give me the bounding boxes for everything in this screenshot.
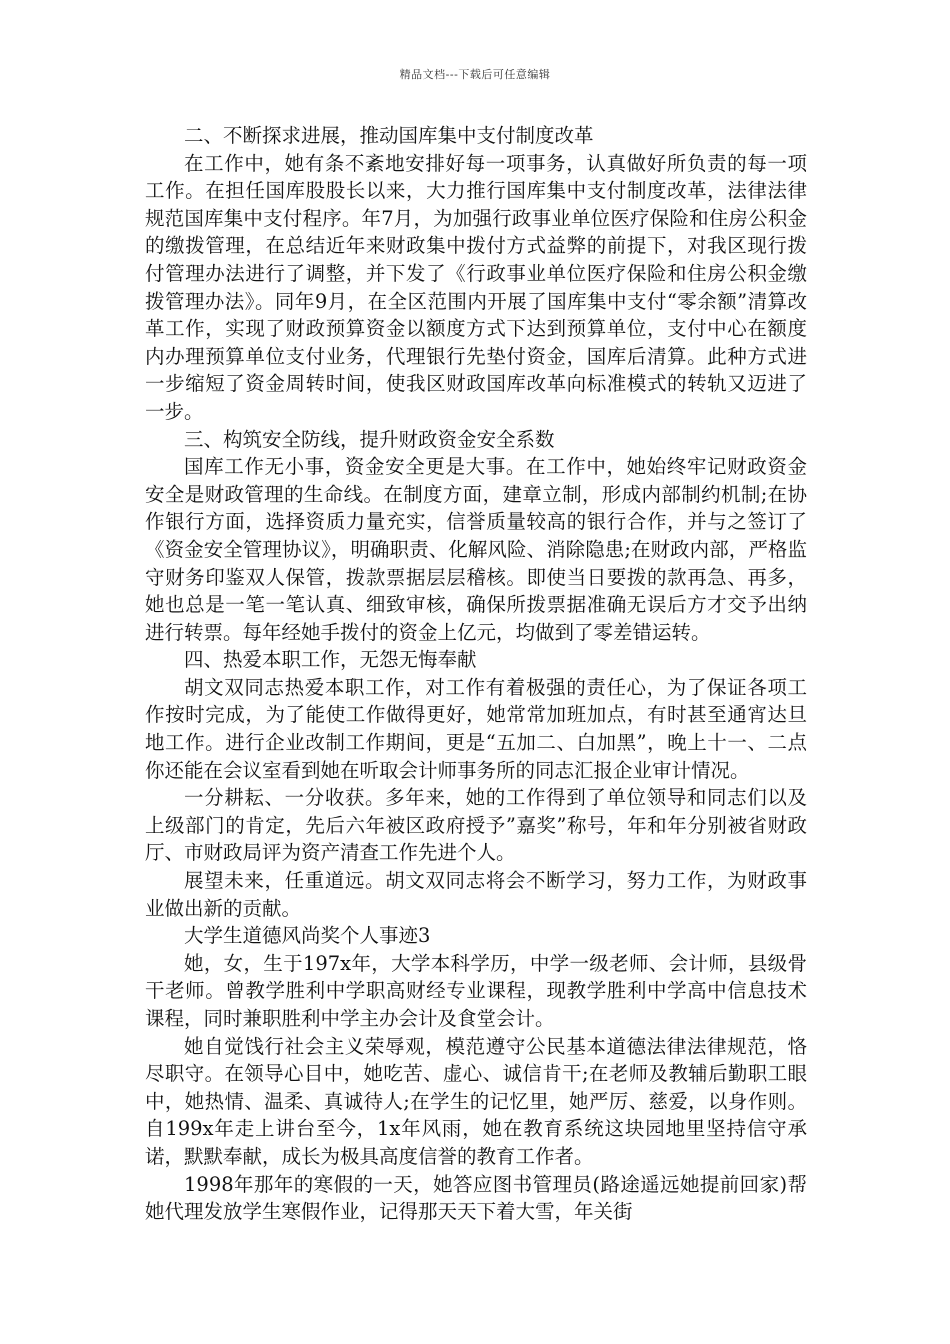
paragraph: 1998年那年的寒假的一天，她答应图书管理员(路途遥远她提前回家)帮她代理发放学生寒假作业，记得那天天下着大雪，年关街 <box>145 1172 807 1224</box>
paragraph: 国库工作无小事，资金安全更是大事。在工作中，她始终牢记财政资金安全是财政管理的生命线。在制度方面，建章立制，形成内部制约机制;在协作银行方面，选择资质力量充实，信誉质量较高的银行合作，并与之签订了《资金安全管理协议》，明确职责、化解风险、消除隐患;在财政内部，严格监守财务印鉴双人保管，拨款票据层层稽核。即使当日要拨的款再急、再多，她也总是一笔一笔认真、细致审核，确保所拨票据准确无误后方才交予出纳进行转票。每年经她手拨付的资金上亿元，均做到了零差错运转。 <box>145 455 807 644</box>
section-heading-3: 三、构筑安全防线，提升财政资金安全系数 <box>184 427 555 451</box>
page-header: 精品文档---下载后可任意编辑 <box>399 68 551 81</box>
paragraph: 展望未来，任重道远。胡文双同志将会不断学习，努力工作，为财政事业做出新的贡献。 <box>145 869 807 920</box>
article-title: 大学生道德风尚奖个人事迹3 <box>184 924 431 948</box>
paragraph: 在工作中，她有条不紊地安排好每一项事务，认真做好所负责的每一项工作。在担任国库股股长以来，大力推行国库集中支付制度改革，法律法律规范国库集中支付程序。年7月，为加强行政事业单位医疗保险和住房公积金的缴拨管理，在总结近年来财政集中拨付方式益弊的前提下，对我区现行拨付管理办法进行了调整，并下发了《行政事业单位医疗保险和住房公积金缴拨管理办法》。同年9月，在全区范围内开展了国库集中支付“零余额”清算改革工作，实现了财政预算资金以额度方式下达到预算单位，支付中心在额度内办理预算单位支付业务，代理银行先垫付资金，国库后清算。此种方式进一步缩短了资金周转时间，使我区财政国库改革向标准模式的转轨又迈进了一步。 <box>145 151 807 423</box>
paragraph: 一分耕耘、一分收获。多年来，她的工作得到了单位领导和同志们以及上级部门的肯定，先后六年被区政府授予”嘉奖”称号，年和年分别被省财政厅、市财政局评为资产清查工作先进个人。 <box>145 786 807 865</box>
section-heading-4: 四、热爱本职工作，无怨无悔奉献 <box>184 648 477 672</box>
paragraph: 她自觉饯行社会主义荣辱观，模范遵守公民基本道德法律法律规范，恪尽职守。在领导心目中，她吃苦、虚心、诚信肯干;在老师及教辅后勤职工眼中，她热情、温柔、真诚待人;在学生的记忆里，她严厉、慈爱，以身作则。自199x年走上讲台至今，1x年风雨，她在教育系统这块园地里坚持信守承诺，默默奉献，成长为极具高度信誉的教育工作者。 <box>145 1034 807 1168</box>
section-heading-2: 二、不断探求进展，推动国库集中支付制度改革 <box>184 124 594 147</box>
paragraph: 胡文双同志热爱本职工作，对工作有着极强的责任心，为了保证各项工作按时完成，为了能使工作做得更好，她常常加班加点，有时甚至通宵达旦地工作。进行企业改制工作期间，更是“五加二、白加黑”，晚上十一、二点你还能在会议室看到她在听取会计师事务所的同志汇报企业审计情况。 <box>145 675 807 782</box>
paragraph: 她，女，生于197x年，大学本科学历，中学一级老师、会计师，县级骨干老师。曾教学胜利中学职高财经专业课程，现教学胜利中学高中信息技术课程，同时兼职胜利中学主办会计及食堂会计。 <box>145 951 807 1030</box>
document-body <box>145 122 807 1226</box>
